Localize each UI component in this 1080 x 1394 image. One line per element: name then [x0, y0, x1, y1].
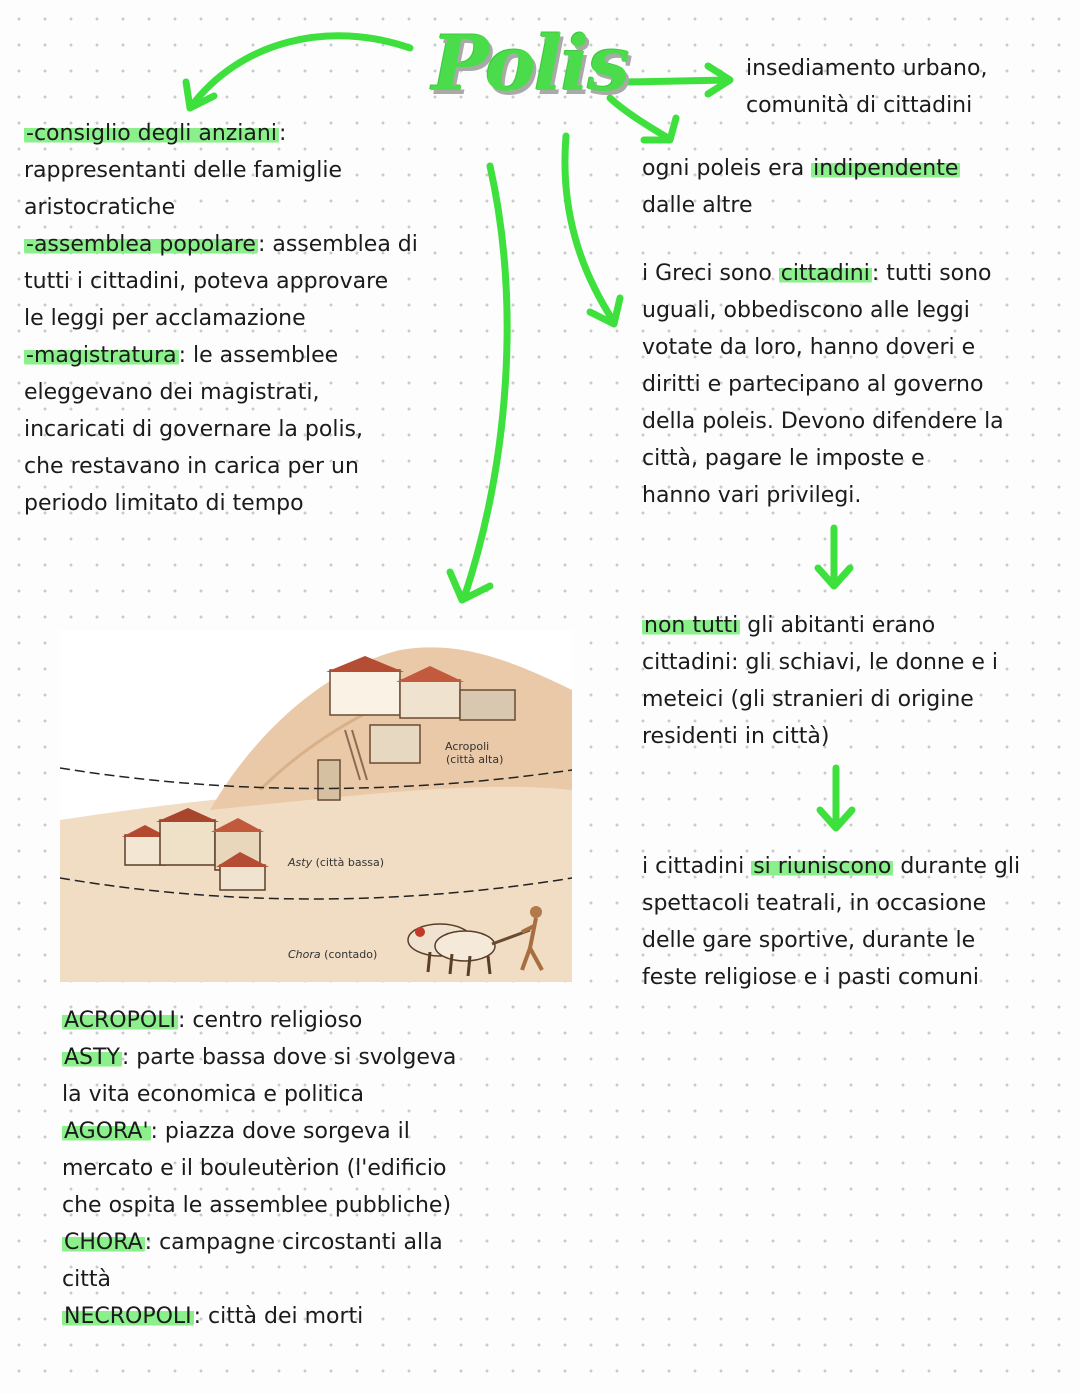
text-span: : tutti sono: [871, 261, 992, 286]
arrow-to-left-block-head: [186, 82, 214, 108]
text-line: residenti in città): [642, 724, 830, 749]
independence-block: [642, 150, 1062, 224]
indipendente-highlight: indipendente: [813, 156, 959, 181]
necropoli-term: NECROPOLI: [64, 1304, 192, 1329]
text-line: [642, 848, 1072, 885]
polis-illustration: [60, 630, 572, 982]
text-line: eleggevano dei magistrati,: [24, 380, 320, 405]
magistratura-rest: : le assemblee: [178, 343, 339, 368]
text-line: aristocratiche: [24, 195, 176, 220]
arrow-down-2-head: [820, 810, 852, 828]
agora-term: AGORA': [64, 1119, 149, 1144]
cittadini-highlight: cittadini: [780, 261, 870, 286]
acropoli-term: ACROPOLI: [64, 1008, 176, 1033]
acropoli-label: Acropoli: [445, 740, 490, 753]
text-line: dalle altre: [642, 193, 753, 218]
page-title: Polis: [432, 19, 629, 108]
assemblea-line: [24, 226, 444, 263]
text-line: hanno vari privilegi.: [642, 483, 862, 508]
text-line: spettacoli teatrali, in occasione: [642, 891, 987, 916]
arrow-to-indipendente-head: [644, 118, 676, 140]
text-line: [642, 607, 1062, 644]
text-line: meteici (gli stranieri di origine: [642, 687, 974, 712]
text-line: votate da loro, hanno doveri e: [642, 335, 976, 360]
arrow-to-illustration-head: [450, 572, 490, 600]
text-span: i Greci sono: [642, 261, 779, 286]
definition-block: [746, 50, 1066, 124]
arrow-to-cittadini-head: [590, 298, 620, 324]
glossary-chora: [62, 1224, 492, 1261]
consiglio-highlight: -consiglio degli anziani: [26, 121, 277, 146]
text-line: periodo limitato di tempo: [24, 491, 304, 516]
consiglio-rest: :: [278, 121, 287, 146]
magistratura-line: [24, 337, 444, 374]
asty-def: : parte bassa dove si svolgeva: [121, 1045, 457, 1070]
text-line: città: [62, 1267, 111, 1292]
citizens-block: [642, 255, 1062, 514]
consiglio-line: [24, 115, 444, 152]
text-line: della poleis. Devono difendere la: [642, 409, 1004, 434]
gatherings-block: [642, 848, 1072, 996]
chora-label: Chora (contado): [288, 948, 378, 961]
text-line: che ospita le assemblee pubbliche): [62, 1193, 452, 1218]
text-line: rappresentanti delle famiglie: [24, 158, 343, 183]
chora-term: CHORA: [64, 1230, 143, 1255]
text-line: incaricati di governare la polis,: [24, 417, 364, 442]
glossary-block: [62, 1002, 492, 1335]
non-tutti-highlight: non tutti: [644, 613, 739, 638]
government-organs-block: [24, 115, 444, 522]
glossary-agora: [62, 1113, 492, 1150]
glossary-asty: [62, 1039, 492, 1076]
text-line: diritti e partecipano al governo: [642, 372, 984, 397]
glossary-necropoli: [62, 1298, 492, 1335]
arrow-to-insediamento: [626, 80, 728, 82]
arrow-down-1-head: [818, 568, 850, 586]
definition-line: insediamento urbano,: [746, 56, 988, 81]
text-line: che restavano in carica per un: [24, 454, 359, 479]
text-span: gli abitanti erano: [740, 613, 936, 638]
si-riuniscono-highlight: si riuniscono: [753, 854, 892, 879]
assemblea-highlight: -assemblea popolare: [26, 232, 256, 257]
text-line: uguali, obbediscono alle leggi: [642, 298, 970, 323]
agora-def: : piazza dove sorgeva il: [150, 1119, 410, 1144]
asty-label: Asty (città bassa): [288, 856, 385, 869]
necropoli-def: : città dei morti: [193, 1304, 364, 1329]
arrow-to-insediamento-head: [708, 66, 730, 94]
arrow-to-left-block: [190, 36, 410, 108]
text-line: feste religiose e i pasti comuni: [642, 965, 980, 990]
definition-line: comunità di cittadini: [746, 93, 973, 118]
magistratura-highlight: -magistratura: [26, 343, 177, 368]
non-citizens-block: [642, 607, 1062, 755]
asty-term: ASTY: [64, 1045, 120, 1070]
text-line: [642, 150, 1062, 187]
arrow-to-cittadini: [565, 136, 614, 322]
text-line: mercato e il bouleutèrion (l'edificio: [62, 1156, 447, 1181]
text-line: [642, 255, 1062, 292]
acropoli-sublabel: (città alta): [446, 753, 504, 766]
text-line: città, pagare le imposte e: [642, 446, 925, 471]
text-line: le leggi per acclamazione: [24, 306, 306, 331]
assemblea-rest: : assemblea di: [257, 232, 418, 257]
text-span: durante gli: [893, 854, 1021, 879]
text-span: i cittadini: [642, 854, 752, 879]
text-span: ogni poleis era: [642, 156, 812, 181]
text-line: cittadini: gli schiavi, le donne e i: [642, 650, 998, 675]
text-line: delle gare sportive, durante le: [642, 928, 976, 953]
glossary-acropoli: [62, 1002, 492, 1039]
text-line: la vita economica e politica: [62, 1082, 364, 1107]
acropoli-def: : centro religioso: [177, 1008, 363, 1033]
chora-def: : campagne circostanti alla: [144, 1230, 443, 1255]
text-line: tutti i cittadini, poteva approvare: [24, 269, 389, 294]
arrow-to-illustration: [464, 166, 507, 598]
